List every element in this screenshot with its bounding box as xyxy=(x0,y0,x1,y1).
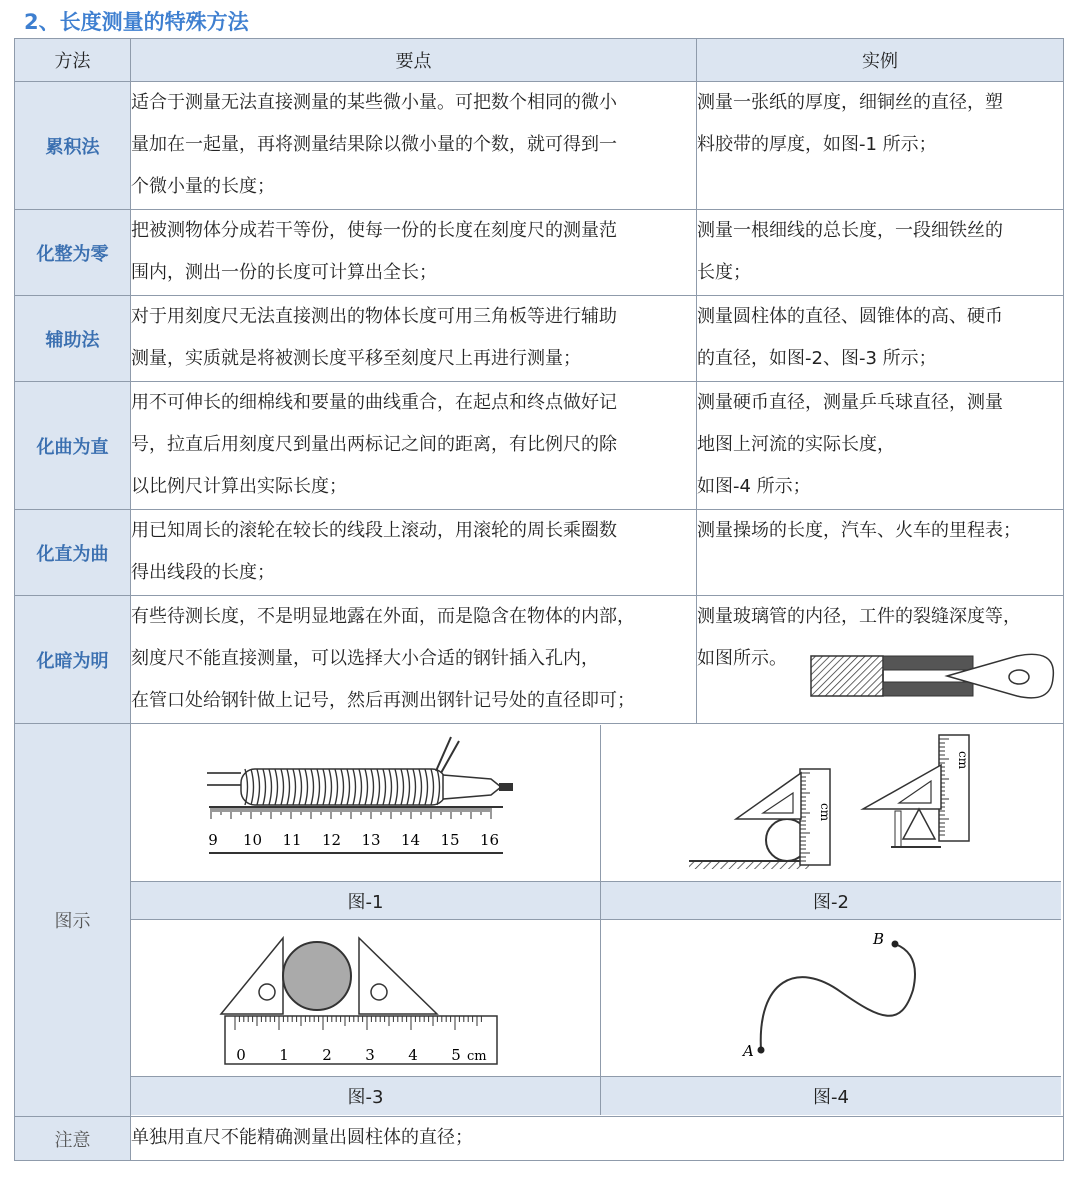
method-points xyxy=(131,596,697,724)
method-name: 化曲为直 xyxy=(15,382,131,510)
method-examples xyxy=(697,296,1064,382)
text-line: 地图上河流的实际长度， xyxy=(697,434,895,455)
text-line: 在管口处给钢针做上记号，然后再测出钢针记号处的直径即可； xyxy=(131,690,635,711)
text-line: 如图-4 所示； xyxy=(697,476,811,497)
header-examples: 实例 xyxy=(697,39,1064,82)
ruler-labels xyxy=(208,831,499,849)
text-line: 测量一张纸的厚度，细铜丝的直径，塑 xyxy=(697,92,1003,113)
figure-label: 图示 xyxy=(15,724,131,1117)
curve-ab-illustration xyxy=(601,920,1061,1077)
table-row xyxy=(15,510,1064,596)
text-line: 测量一根细线的总长度，一段细铁丝的 xyxy=(697,220,1003,241)
ruler-label: 13 xyxy=(361,831,381,849)
table-row xyxy=(15,296,1064,382)
ruler-ticks xyxy=(211,807,491,819)
text-line: 测量圆柱体的直径、圆锥体的高、硬币 xyxy=(697,306,1003,327)
triangle-ruler-cylinder-illustration xyxy=(601,725,1061,882)
figure-4 xyxy=(601,920,1061,1077)
text-line: 个微小量的长度； xyxy=(131,176,275,197)
ruler-label: 12 xyxy=(321,831,342,849)
method-examples xyxy=(697,596,1064,724)
ruler-label: 14 xyxy=(400,831,421,849)
table-header-row xyxy=(15,39,1064,82)
unit-label: cm xyxy=(467,1049,487,1064)
figure-cell xyxy=(131,724,1064,1117)
figure-3 xyxy=(131,920,601,1077)
text-line: 的直径，如图-2、图-3 所示； xyxy=(697,348,937,369)
text-line: 适合于测量无法直接测量的某些微小量。可把数个相同的微小 xyxy=(131,92,617,113)
table-row xyxy=(15,596,1064,724)
ruler-label: 11 xyxy=(282,831,302,849)
ruler-label: 1 xyxy=(279,1046,289,1064)
text-line: 测量操场的长度，汽车、火车的里程表； xyxy=(697,520,1021,541)
figure-grid xyxy=(131,725,1063,1115)
ruler-label: 16 xyxy=(479,831,500,849)
method-examples xyxy=(697,510,1064,596)
table-row xyxy=(15,382,1064,510)
text-line: 长度； xyxy=(697,262,751,283)
ruler-label: 3 xyxy=(365,1046,375,1064)
text-line: 得出线段的长度； xyxy=(131,562,275,583)
ruler-label: 10 xyxy=(242,831,263,849)
method-name: 化直为曲 xyxy=(15,510,131,596)
note-label: 注意 xyxy=(15,1117,131,1161)
note-text: 单独用直尺不能精确测量出圆柱体的直径； xyxy=(131,1117,1064,1161)
header-method: 方法 xyxy=(15,39,131,82)
method-points xyxy=(131,82,697,210)
method-name: 累积法 xyxy=(15,82,131,210)
methods-table xyxy=(14,38,1064,1161)
ruler-label: 9 xyxy=(208,831,218,849)
text-line: 测量硬币直径，测量乒乓球直径，测量 xyxy=(697,392,1003,413)
figure-2 xyxy=(601,725,1061,882)
text-line: 把被测物体分成若干等份，使每一份的长度在刻度尺的测量范 xyxy=(131,220,617,241)
point-b-label: B xyxy=(873,930,885,948)
method-name: 化整为零 xyxy=(15,210,131,296)
point-a xyxy=(758,1047,765,1054)
method-points xyxy=(131,382,697,510)
method-points xyxy=(131,296,697,382)
method-examples xyxy=(697,210,1064,296)
method-examples xyxy=(697,382,1064,510)
text-line: 以比例尺计算出实际长度； xyxy=(131,476,347,497)
figure-1-caption: 图-1 xyxy=(131,882,601,920)
figure-row xyxy=(15,724,1064,1117)
text-line: 料胶带的厚度，如图-1 所示； xyxy=(697,134,937,155)
method-points xyxy=(131,210,697,296)
text-line: 量加在一起量，再将测量结果除以微小量的个数，就可得到一 xyxy=(131,134,617,155)
method-name: 化暗为明 xyxy=(15,596,131,724)
ruler-label: 5 xyxy=(451,1046,461,1064)
figure-3-caption: 图-3 xyxy=(131,1077,601,1115)
text-line: 如图所示。 xyxy=(697,648,787,669)
note-row xyxy=(15,1117,1064,1161)
text-line: 用不可伸长的细棉线和要量的曲线重合，在起点和终点做好记 xyxy=(131,392,617,413)
text-line: 围内，测出一份的长度可计算出全长； xyxy=(131,262,437,283)
ruler-label: 2 xyxy=(322,1046,332,1064)
text-line: 有些待测长度，不是明显地露在外面，而是隐含在物体的内部， xyxy=(131,606,635,627)
ruler-label: 15 xyxy=(440,831,460,849)
figure-2-caption: 图-2 xyxy=(601,882,1061,920)
text-line: 测量玻璃管的内径，工件的裂缝深度等， xyxy=(697,606,1021,627)
ruler-label: 4 xyxy=(408,1046,418,1064)
table-row xyxy=(15,82,1064,210)
point-b xyxy=(892,941,899,948)
method-points xyxy=(131,510,697,596)
glass-tube-needle-illustration xyxy=(807,650,1057,704)
method-examples xyxy=(697,82,1064,210)
figure-4-caption: 图-4 xyxy=(601,1077,1061,1115)
header-points: 要点 xyxy=(131,39,697,82)
ruler-label: 0 xyxy=(236,1046,246,1064)
unit-label: cm xyxy=(956,751,970,770)
text-line: 用已知周长的滚轮在较长的线段上滚动，用滚轮的周长乘圈数 xyxy=(131,520,617,541)
text-line: 号，拉直后用刻度尺到量出两标记之间的距离，有比例尺的除 xyxy=(131,434,617,455)
method-name: 辅助法 xyxy=(15,296,131,382)
table-row xyxy=(15,210,1064,296)
section-title: 2、长度测量的特殊方法 xyxy=(24,10,249,34)
text-line: 刻度尺不能直接测量，可以选择大小合适的钢针插入孔内， xyxy=(131,648,599,669)
unit-label: cm xyxy=(818,803,832,822)
figure-1 xyxy=(131,725,601,882)
text-line: 对于用刻度尺无法直接测出的物体长度可用三角板等进行辅助 xyxy=(131,306,617,327)
text-line: 测量，实质就是将被测长度平移至刻度尺上再进行测量； xyxy=(131,348,581,369)
coin-between-triangles-illustration xyxy=(131,920,601,1077)
point-a-label: A xyxy=(743,1042,754,1060)
wire-coil-ruler-illustration xyxy=(131,725,601,882)
